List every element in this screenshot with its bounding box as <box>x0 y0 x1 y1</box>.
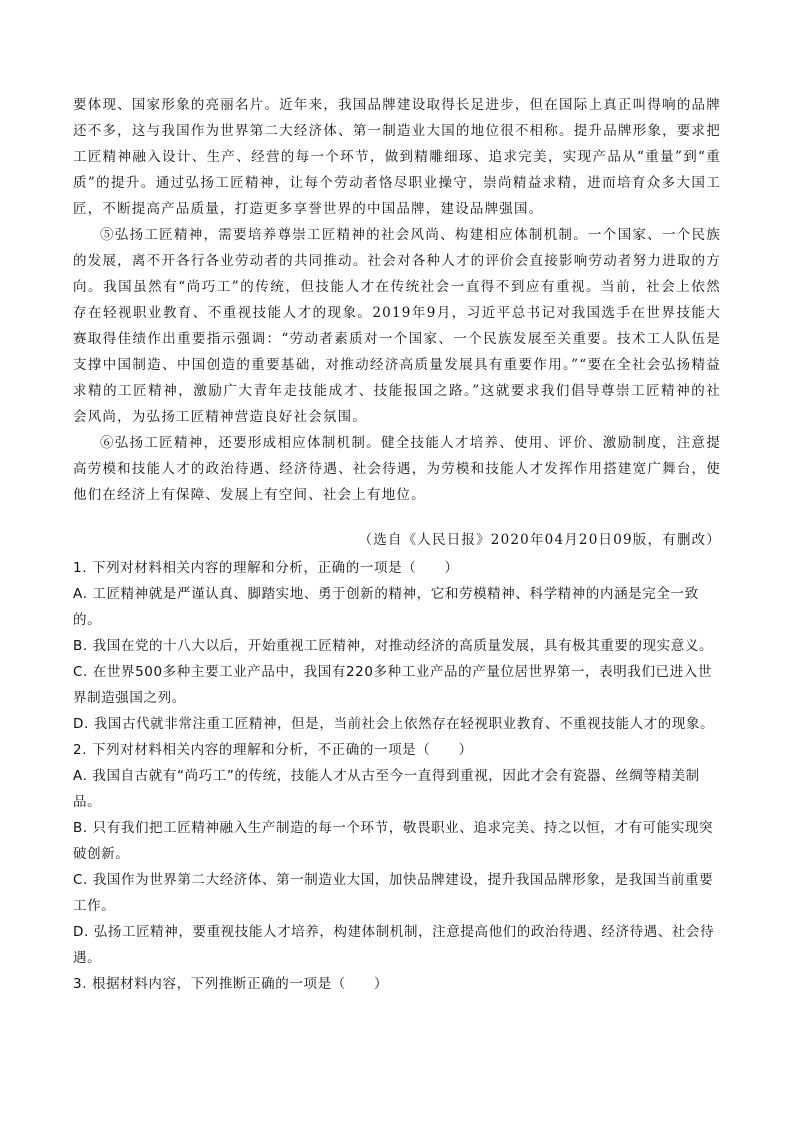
question-1-option-d: D. 我国古代就非常注重工匠精神，但是，当前社会上依然存在轻视职业教育、不重视技能人才的现象。 <box>73 716 715 732</box>
question-1-stem: 1. 下列对材料相关内容的理解和分析，正确的一项是（ ） <box>73 560 459 576</box>
question-2-stem: 2. 下列对材料相关内容的理解和分析，不正确的一项是（ ） <box>73 742 473 758</box>
question-2-option-c: C. 我国作为世界第二大经济体、第一制造业大国，加快品牌建设，提升我国品牌形象，是我国当前重要工作。 <box>73 872 714 914</box>
passage-source: （选自《人民日报》2020年04月20日09版，有删改） <box>358 532 721 548</box>
reading-passage <box>73 92 721 508</box>
passage-paragraph-4-end: 要体现、国家形象的亮丽名片。近年来，我国品牌建设取得长足进步，但在国际上真正叫得响的品牌还不多，这与我国作为世界第二大经济体、第一制造业大国的地位很不相称。提升品牌形象，要求把工匠精神融入设计、生产、经营的每一个环节，做到精雕细琢、追求完美，实现产品从“重量”到“重质”的提升。通过弘扬工匠精神，让每个劳动者恪尽职业操守，崇尚精益求精，进而培育众多大国工匠，不断提高产品质量，打造更多享誉世界的中国品牌，建设品牌强国。 <box>73 97 721 217</box>
question-1-option-b: B. 我国在党的十八大以后，开始重视工匠精神，对推动经济的高质量发展，具有极其重要的现实意义。 <box>73 638 714 654</box>
passage-paragraph-5: ⑤弘扬工匠精神，需要培养尊崇工匠精神的社会风尚、构建相应体制机制。一个国家、一个民族的发展，离不开各行各业劳动者的共同推动。社会对各种人才的评价会直接影响劳动者努力进取的方向。我国虽然有“尚巧工”的传统，但技能人才在传统社会一直得不到应有重视。当前，社会上依然存在轻视职业教育、不重视技能人才的现象。2019年9月，习近平总书记对我国选手在世界技能大赛取得佳绩作出重要指示强调：“劳动者素质对一个国家、一个民族发展至关重要。技术工人队伍是支撑中国制造、中国创造的重要基础，对推动经济高质量发展具有重要作用。”“要在全社会弘扬精益求精的工匠精神，激励广大青年走技能成才、技能报国之路。”这就要求我们倡导尊崇工匠精神的社会风尚，为弘扬工匠精神营造良好社会氛围。 <box>73 227 721 425</box>
question-1-option-c: C. 在世界500多种主要工业产品中，我国有220多种工业产品的产量位居世界第一，表明我们已进入世界制造强国之列。 <box>73 664 712 706</box>
passage-paragraph-6: ⑥弘扬工匠精神，还要形成相应体制机制。健全技能人才培养、使用、评价、激励制度，注意提高劳模和技能人才的政治待遇、经济待遇、社会待遇，为劳模和技能人才发挥作用搭建宽广舞台，使他们在经济上有保障、发展上有空间、社会上有地位。 <box>73 435 721 503</box>
question-3-stem: 3. 根据材料内容，下列推断正确的一项是（ ） <box>73 976 389 992</box>
question-2-option-a: A. 我国自古就有“尚巧工”的传统，技能人才从古至今一直得到重视，因此才会有瓷器、丝绸等精美制品。 <box>73 768 700 810</box>
question-list <box>73 555 721 997</box>
question-2-option-b: B. 只有我们把工匠精神融入生产制造的每一个环节，敬畏职业、追求完美、持之以恒，才有可能实现突破创新。 <box>73 820 714 862</box>
question-2-option-d: D. 弘扬工匠精神，要重视技能人才培养，构建体制机制，注意提高他们的政治待遇、经济待遇、社会待遇。 <box>73 924 715 966</box>
question-1-option-a: A. 工匠精神就是严谨认真、脚踏实地、勇于创新的精神，它和劳模精神、科学精神的内涵是完全一致的。 <box>73 586 699 628</box>
